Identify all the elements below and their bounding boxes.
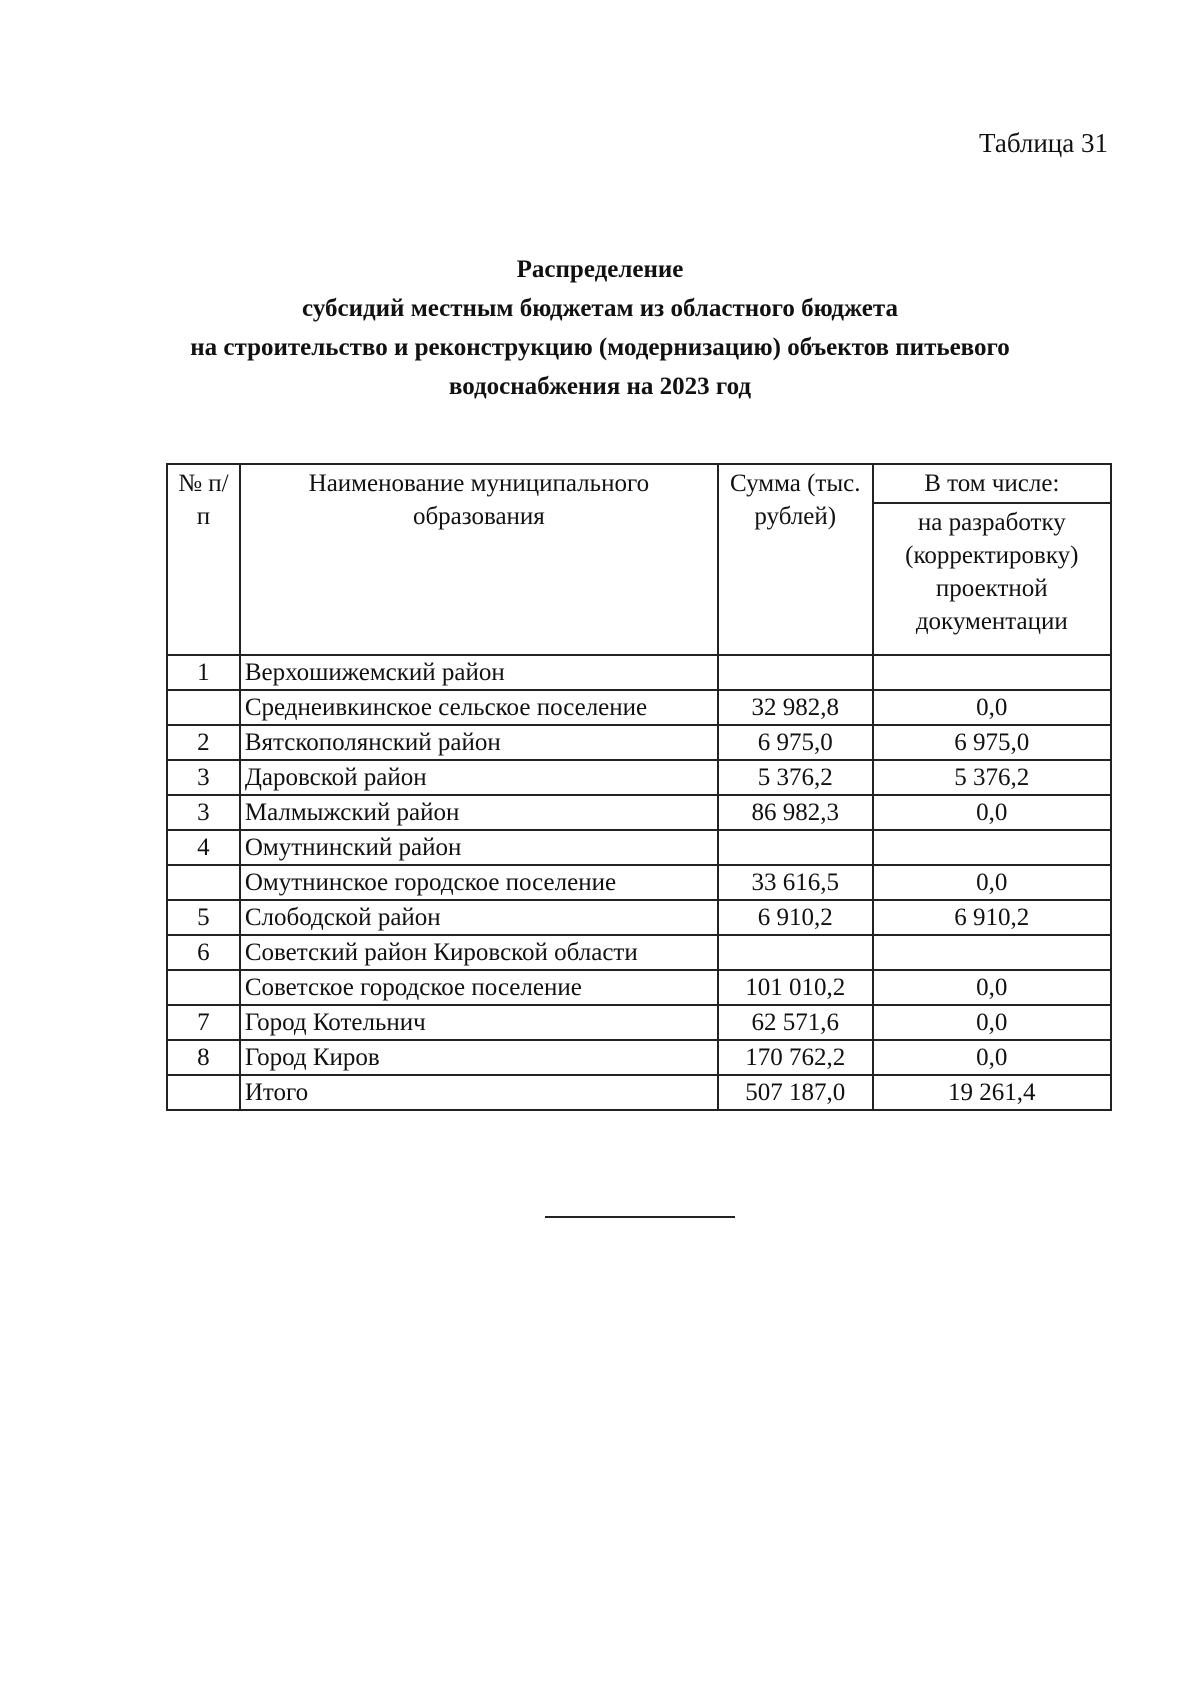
row-name: Даровской район [240, 760, 718, 795]
table-row [167, 830, 1111, 865]
row-number: 8 [167, 1040, 240, 1075]
row-number: 5 [167, 900, 240, 935]
row-sum: 32 982,8 [718, 690, 873, 725]
row-name: Город Киров [240, 1040, 718, 1075]
table-row [167, 900, 1111, 935]
row-number: 2 [167, 725, 240, 760]
row-design-amount: 5 376,2 [873, 760, 1111, 795]
header-including: В том числе: [873, 464, 1111, 503]
row-design-amount: 0,0 [873, 970, 1111, 1005]
row-design-amount: 19 261,4 [873, 1075, 1111, 1110]
table-row [167, 795, 1111, 830]
title-line: Распределение [516, 256, 684, 283]
row-name: Среднеивкинское сельское поселение [240, 690, 718, 725]
row-sum: 170 762,2 [718, 1040, 873, 1075]
row-name: Советский район Кировской области [240, 935, 718, 970]
row-number [167, 865, 240, 900]
table-row [167, 1075, 1111, 1110]
row-number: 6 [167, 935, 240, 970]
row-sum: 5 376,2 [718, 760, 873, 795]
row-design-amount: 0,0 [873, 690, 1111, 725]
table-row [167, 655, 1111, 690]
header-sum: Сумма (тыс. рублей) [718, 464, 873, 655]
row-sum: 101 010,2 [718, 970, 873, 1005]
table-row [167, 1040, 1111, 1075]
header-name: Наименование муниципального образования [240, 464, 718, 655]
subsidy-table [166, 463, 1112, 1111]
table-row [167, 970, 1111, 1005]
row-sum [718, 935, 873, 970]
table-row [167, 1005, 1111, 1040]
header-design-docs: на разработку (корректировку) проектной документации [873, 503, 1111, 655]
row-design-amount: 0,0 [873, 1040, 1111, 1075]
row-design-amount: 0,0 [873, 865, 1111, 900]
document-title [100, 250, 1100, 406]
row-design-amount: 6 975,0 [873, 725, 1111, 760]
row-sum: 62 571,6 [718, 1005, 873, 1040]
row-sum: 6 910,2 [718, 900, 873, 935]
row-name: Вятскополянский район [240, 725, 718, 760]
row-name: Верхошижемский район [240, 655, 718, 690]
table-body [167, 655, 1111, 1110]
row-name: Город Котельнич [240, 1005, 718, 1040]
title-line: субсидий местным бюджетам из областного бюджета [302, 295, 898, 322]
row-number [167, 970, 240, 1005]
row-number [167, 1075, 240, 1110]
row-name: Омутнинский район [240, 830, 718, 865]
title-line: на строительство и реконструкцию (модернизацию) объектов питьевого [190, 334, 1010, 361]
table-row [167, 690, 1111, 725]
row-design-amount [873, 655, 1111, 690]
row-number: 3 [167, 760, 240, 795]
row-design-amount: 0,0 [873, 795, 1111, 830]
row-number: 1 [167, 655, 240, 690]
row-name: Советское городское поселение [240, 970, 718, 1005]
row-sum [718, 830, 873, 865]
row-design-amount [873, 935, 1111, 970]
table-number: Таблица 31 [979, 128, 1108, 158]
row-name: Омутнинское городское поселение [240, 865, 718, 900]
row-number [167, 690, 240, 725]
row-number: 4 [167, 830, 240, 865]
table-row [167, 935, 1111, 970]
row-sum: 33 616,5 [718, 865, 873, 900]
row-number: 7 [167, 1005, 240, 1040]
title-line: водоснабжения на 2023 год [448, 373, 752, 400]
row-sum [718, 655, 873, 690]
table-row [167, 865, 1111, 900]
row-number: 3 [167, 795, 240, 830]
table-row [167, 725, 1111, 760]
row-sum: 507 187,0 [718, 1075, 873, 1110]
row-sum: 6 975,0 [718, 725, 873, 760]
closing-rule [545, 1216, 735, 1218]
row-sum: 86 982,3 [718, 795, 873, 830]
row-design-amount: 6 910,2 [873, 900, 1111, 935]
table-row [167, 760, 1111, 795]
row-name: Слободской район [240, 900, 718, 935]
header-num: № п/п [167, 464, 240, 655]
row-name: Итого [240, 1075, 718, 1110]
row-name: Малмыжский район [240, 795, 718, 830]
row-design-amount: 0,0 [873, 1005, 1111, 1040]
row-design-amount [873, 830, 1111, 865]
